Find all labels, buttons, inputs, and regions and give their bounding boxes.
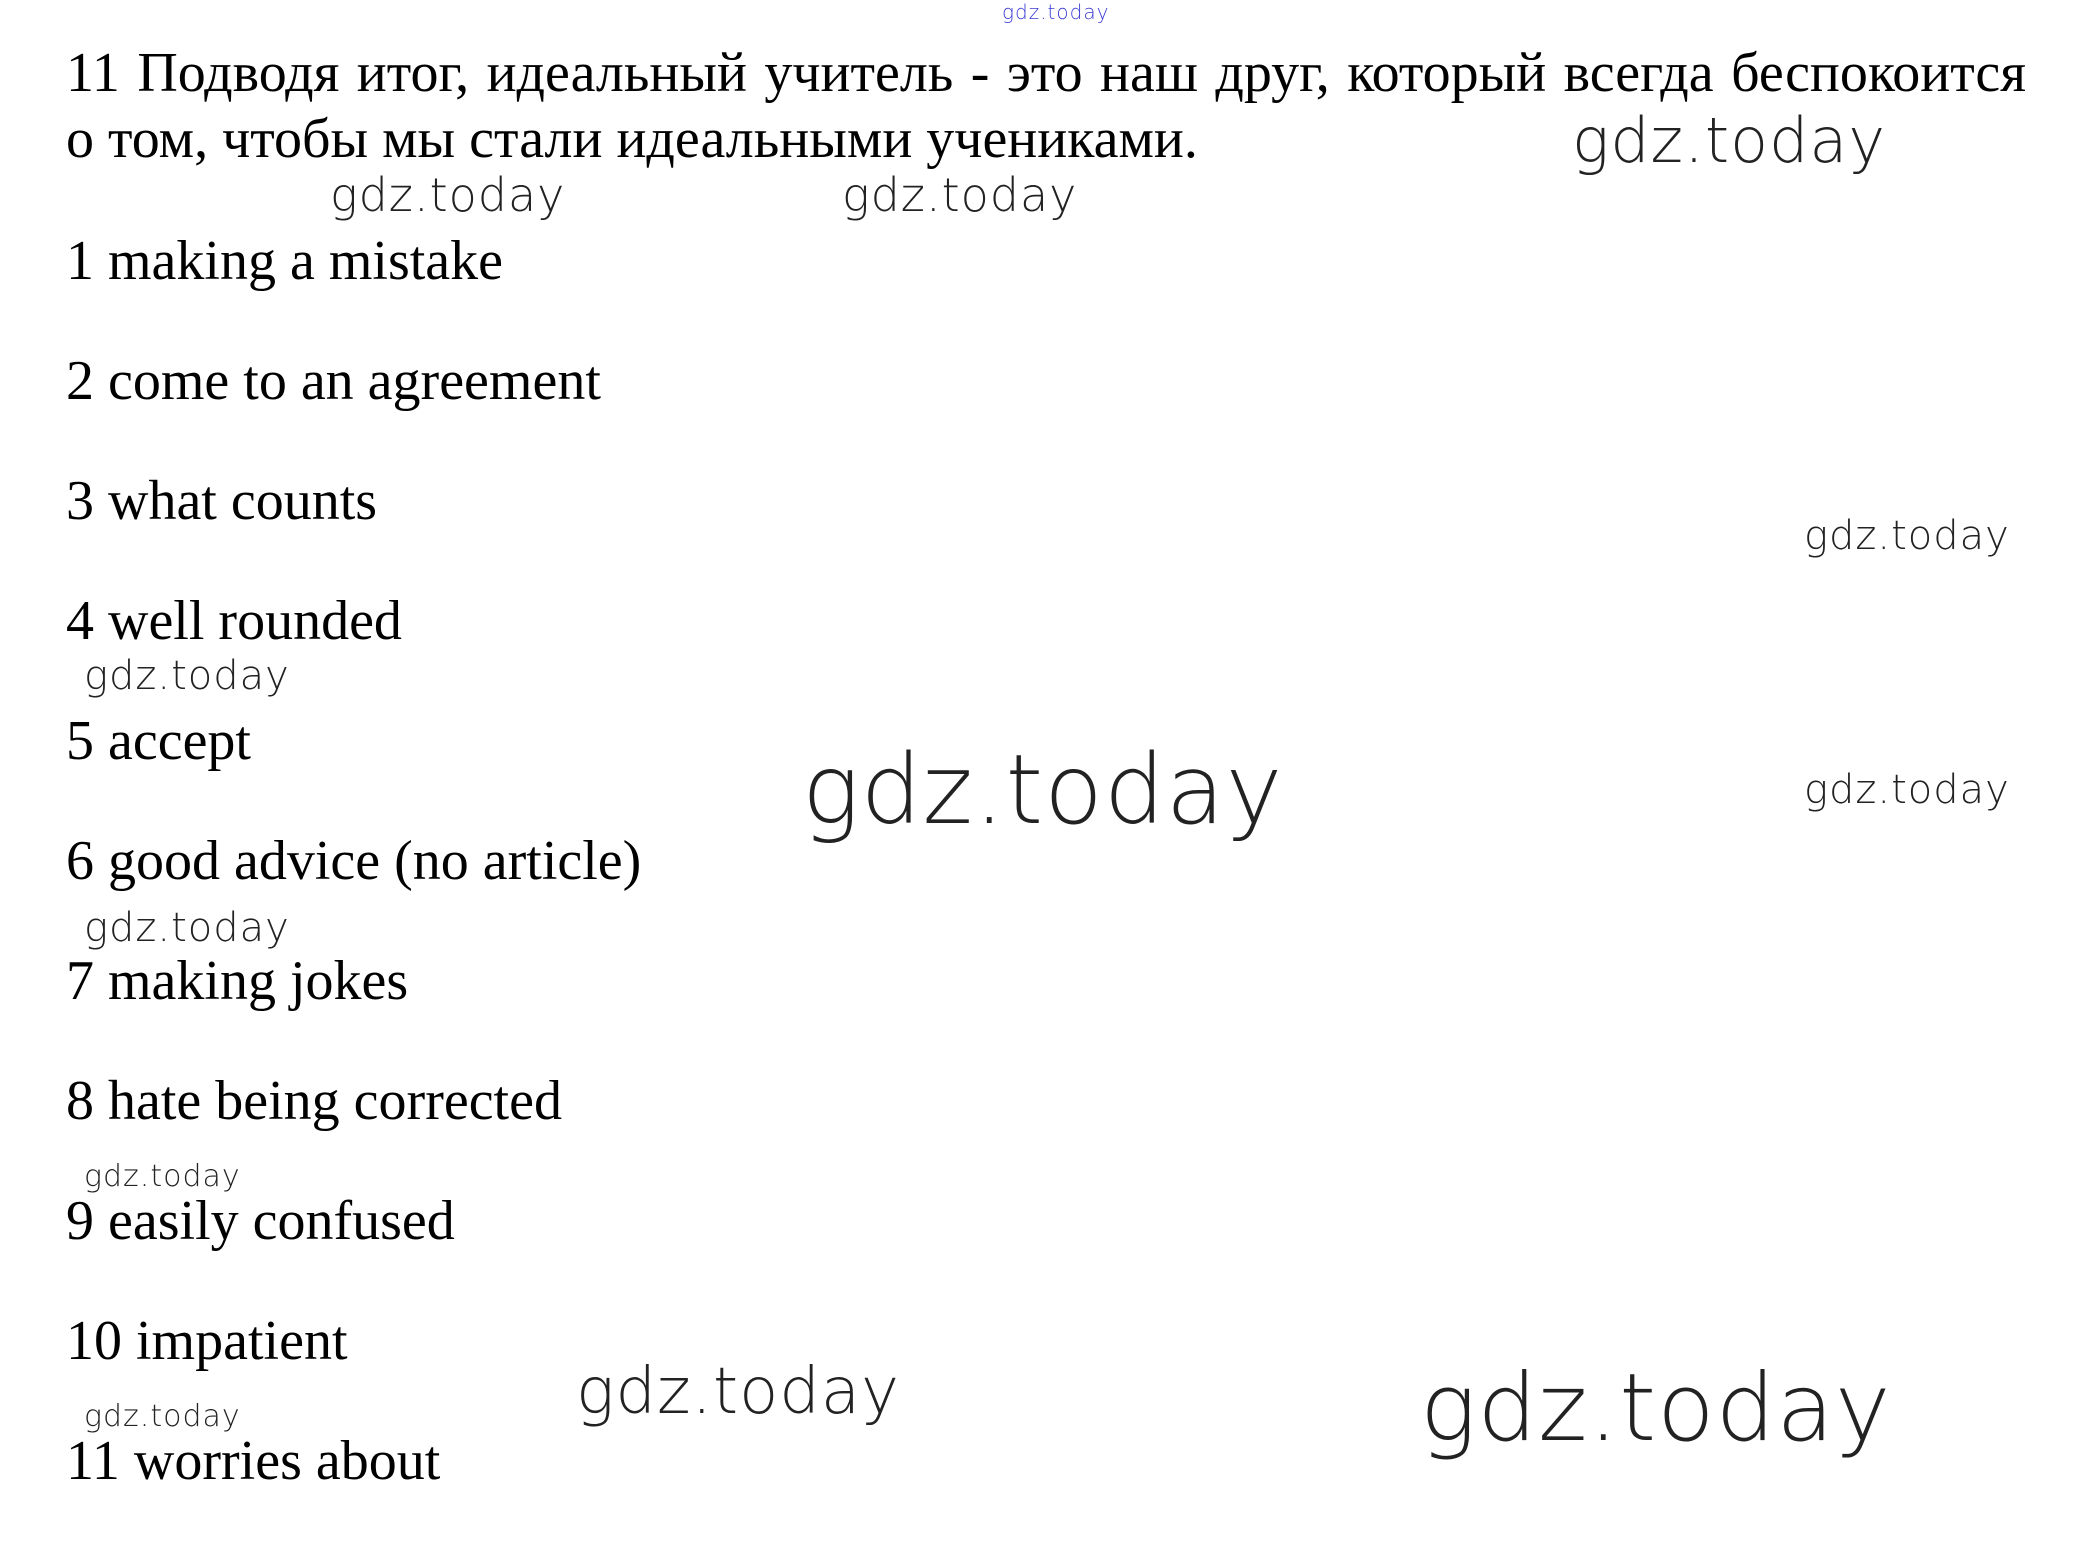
watermark: gdz.today [84,905,290,951]
answer-item: 7 making jokes [66,950,409,1012]
answer-item: 3 what counts [66,470,378,532]
answers-list [66,228,641,1548]
watermark: gdz.today [1420,1354,1892,1463]
watermark: gdz.today [84,1159,241,1194]
answer-item: 5 accept [66,710,251,772]
watermark: gdz.today [1002,0,1110,24]
watermark: gdz.today [842,168,1078,222]
answer-item: 8 hate being corrected [66,1070,562,1132]
watermark: gdz.today [802,734,1284,846]
watermark: gdz.today [1572,104,1887,177]
watermark: gdz.today [330,168,566,222]
watermark: gdz.today [576,1355,900,1429]
answer-item: 10 impatient [66,1310,348,1372]
intro-text: 11 Подводя итог, идеальный учитель - это наш друг, который всегда беспокоится о том, чтобы мы стали идеальными учениками. [66,42,2026,170]
answer-item: 6 good advice (no article) [66,830,642,892]
answer-item: 9 easily confused [66,1190,455,1252]
watermark: gdz.today [84,1399,241,1434]
answer-item: 1 making a mistake [66,230,504,292]
watermark: gdz.today [84,653,290,699]
watermark: gdz.today [1804,513,2010,559]
answer-item: 4 well rounded [66,590,402,652]
watermark: gdz.today [1804,767,2010,813]
answer-item: 11 worries about [66,1430,441,1492]
answer-item: 2 come to an agreement [66,350,601,412]
